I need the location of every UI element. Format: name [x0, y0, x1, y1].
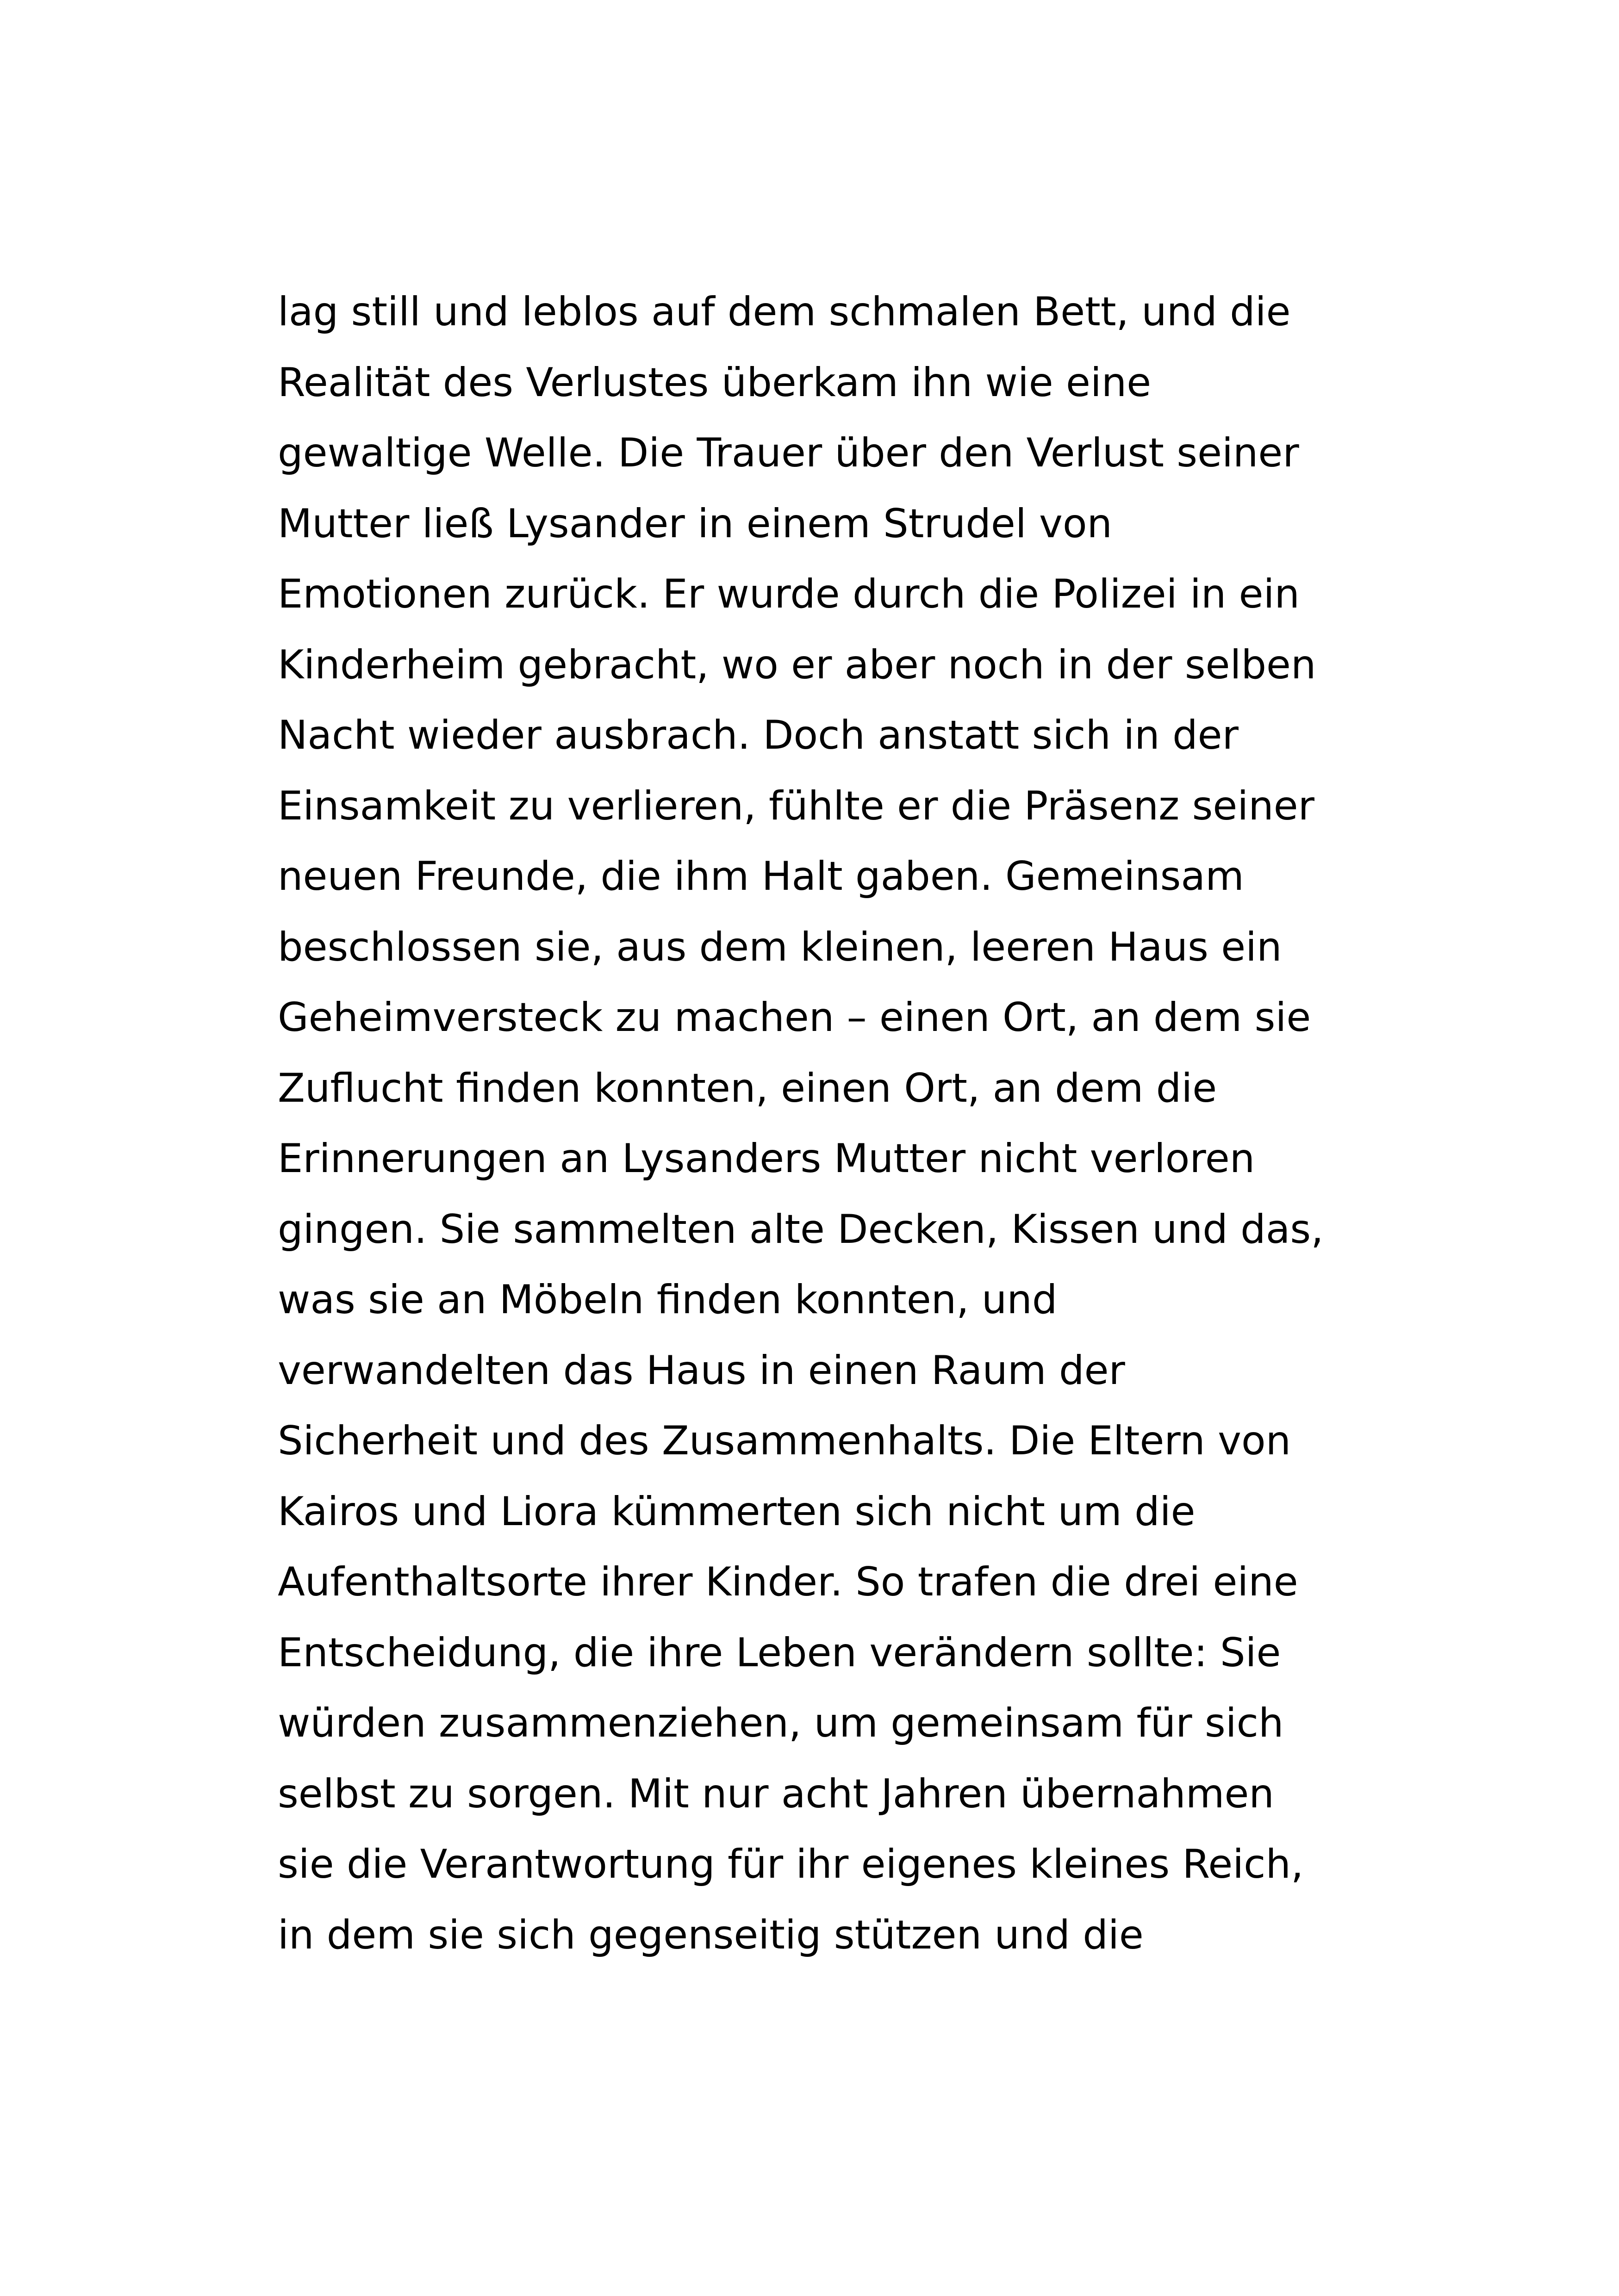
text-line: Einsamkeit zu verlieren, fühlte er die Präsenz seiner — [278, 782, 1314, 829]
text-line: neuen Freunde, die ihm Halt gaben. Gemeinsam — [278, 853, 1244, 900]
text-line: Mutter ließ Lysander in einem Strudel von — [278, 500, 1113, 547]
text-line: Erinnerungen an Lysanders Mutter nicht verloren — [278, 1136, 1255, 1182]
text-line: beschlossen sie, aus dem kleinen, leeren Haus ein — [278, 924, 1282, 970]
text-line: Sicherheit und des Zusammenhalts. Die Eltern von — [278, 1418, 1291, 1464]
text-line: Kinderheim gebracht, wo er aber noch in der selben — [278, 641, 1316, 688]
body-text — [278, 277, 1398, 1970]
text-line: Aufenthaltsorte ihrer Kinder. So trafen die drei eine — [278, 1559, 1298, 1605]
text-line: sie die Verantwortung für ihr eigenes kleines Reich, — [278, 1841, 1304, 1887]
text-line: Emotionen zurück. Er wurde durch die Polizei in ein — [278, 571, 1300, 617]
text-line: verwandelten das Haus in einen Raum der — [278, 1347, 1125, 1394]
text-line: Nacht wieder ausbrach. Doch anstatt sich in der — [278, 712, 1239, 758]
text-line: gingen. Sie sammelten alte Decken, Kissen und das, — [278, 1206, 1324, 1253]
text-line: Realität des Verlustes überkam ihn wie eine — [278, 359, 1152, 406]
text-line: Geheimversteck zu machen – einen Ort, an dem sie — [278, 994, 1311, 1041]
text-line: in dem sie sich gegenseitig stützen und die — [278, 1911, 1144, 1958]
text-line: würden zusammenziehen, um gemeinsam für sich — [278, 1700, 1284, 1746]
text-line: was sie an Möbeln finden konnten, und — [278, 1277, 1058, 1323]
text-line: Entscheidung, die ihre Leben verändern sollte: Sie — [278, 1629, 1281, 1676]
text-line: Kairos und Liora kümmerten sich nicht um die — [278, 1488, 1196, 1535]
text-line: gewaltige Welle. Die Trauer über den Verlust seiner — [278, 430, 1299, 476]
text-line: Zuflucht finden konnten, einen Ort, an dem die — [278, 1065, 1217, 1111]
text-line: lag still und leblos auf dem schmalen Bett, und die — [278, 289, 1291, 335]
text-line: selbst zu sorgen. Mit nur acht Jahren übernahmen — [278, 1770, 1274, 1817]
